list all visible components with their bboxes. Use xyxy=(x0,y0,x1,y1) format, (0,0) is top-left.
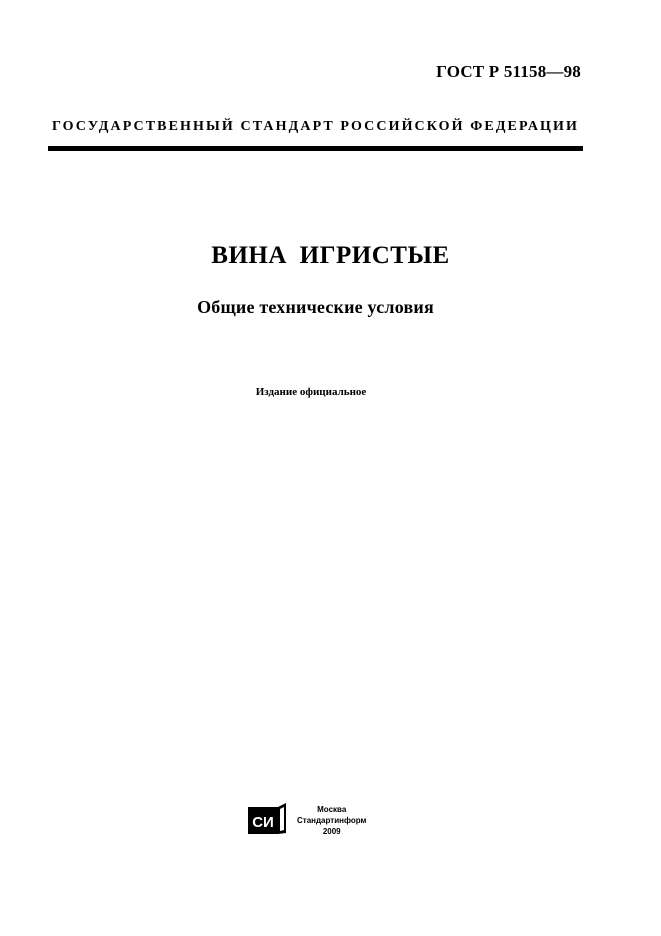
imprint-publisher: Стандартинформ xyxy=(297,815,367,825)
logo-text: СИ xyxy=(252,814,274,831)
publisher-block xyxy=(245,803,366,837)
document-title: ВИНА ИГРИСТЫЕ xyxy=(211,242,450,269)
standard-heading: ГОСУДАРСТВЕННЫЙ СТАНДАРТ РОССИЙСКОЙ ФЕДЕРАЦИИ xyxy=(51,119,580,134)
imprint xyxy=(297,804,366,837)
edition-note: Издание официальное xyxy=(255,386,367,398)
standard-number: ГОСТ Р 51158—98 xyxy=(436,62,581,81)
imprint-city: Москва xyxy=(317,804,347,814)
document-subtitle: Общие технические условия xyxy=(197,297,434,317)
heading-divider xyxy=(48,146,583,151)
imprint-year: 2009 xyxy=(322,826,341,836)
standartinform-logo-icon xyxy=(245,803,287,837)
